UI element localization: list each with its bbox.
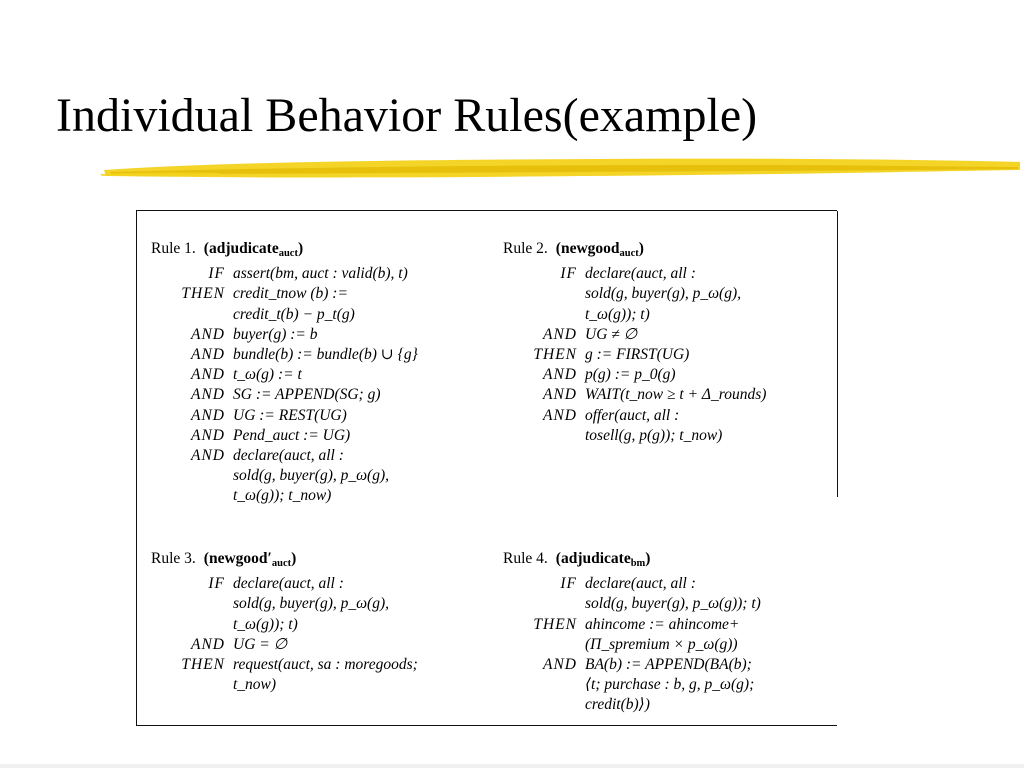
rule-keyword [503, 284, 577, 304]
rule-line [151, 635, 418, 655]
rule-expression: Pend_auct := UG) [233, 426, 351, 444]
rule-line [503, 695, 761, 715]
rule-keyword [503, 695, 577, 715]
rule-3-name: (newgood′ [203, 550, 272, 567]
rule-1-name: (adjudicate [203, 240, 279, 257]
rule-line [151, 365, 418, 385]
rule-line [503, 574, 761, 594]
rule-line [503, 426, 766, 446]
rule-2-name-close: ) [638, 240, 644, 257]
rule-expression: sold(g, buyer(g), p_ω(g), [233, 467, 390, 485]
rule-line [151, 446, 418, 466]
rule-line [503, 406, 766, 426]
rule-expression: BA(b) := APPEND(BA(b); [585, 656, 752, 674]
rule-keyword: AND [543, 366, 577, 384]
rule-keyword: AND [191, 346, 225, 364]
rule-expression: UG = ∅ [233, 635, 288, 653]
rule-line [151, 615, 418, 635]
rule-expression: credit_t(b) − p_t(g) [233, 305, 355, 323]
rule-line [503, 594, 761, 614]
rule-keyword [503, 675, 577, 695]
rule-expression: buyer(g) := b [233, 325, 318, 343]
rule-keyword: THEN [181, 285, 225, 303]
rule-line [151, 284, 418, 304]
rule-keyword: AND [191, 366, 225, 384]
rule-keyword [503, 635, 577, 655]
rule-1-heading [151, 239, 418, 264]
bottom-band [0, 764, 1024, 768]
rule-keyword: AND [543, 386, 577, 404]
rule-keyword: THEN [181, 656, 225, 674]
rule-line [503, 325, 766, 345]
rule-expression: credit_tnow (b) := [233, 285, 348, 303]
rule-expression: request(auct, sa : moregoods; [233, 656, 418, 674]
rule-expression: UG := REST(UG) [233, 406, 347, 424]
rule-keyword: AND [191, 426, 225, 444]
rule-2-heading [503, 239, 766, 264]
rule-expression: declare(auct, all : [233, 575, 344, 593]
rule-1-number: Rule 1. [151, 240, 196, 257]
rule-line [151, 574, 418, 594]
rule-expression: sold(g, buyer(g), p_ω(g), [585, 285, 742, 303]
rule-keyword [503, 426, 577, 446]
rule-3-name-close: ) [291, 550, 297, 567]
rule-line [151, 325, 418, 345]
rule-2-number: Rule 2. [503, 240, 548, 257]
rule-keyword: THEN [533, 346, 577, 364]
rule-4 [503, 549, 761, 716]
rule-2-name: (newgood [555, 240, 620, 257]
rule-keyword [151, 466, 225, 486]
rule-line [503, 615, 761, 635]
rule-line [151, 264, 418, 284]
rule-2-name-sub: auct [619, 248, 639, 259]
rule-1 [151, 239, 418, 507]
rule-keyword [503, 305, 577, 325]
rule-4-number: Rule 4. [503, 550, 548, 567]
rule-1-name-sub: auct [278, 248, 298, 259]
rule-expression: g := FIRST(UG) [585, 346, 690, 364]
rule-3-heading [151, 549, 418, 574]
rule-keyword [151, 305, 225, 325]
rule-expression: declare(auct, all : [233, 447, 344, 465]
rule-line [503, 635, 761, 655]
rule-expression: credit(b)⟩) [585, 696, 650, 714]
rule-expression: WAIT(t_now ≥ t + Δ_rounds) [585, 386, 767, 404]
rule-keyword: AND [543, 406, 577, 424]
rule-4-name-close: ) [645, 550, 651, 567]
rule-keyword: AND [543, 656, 577, 674]
rule-2 [503, 239, 766, 446]
rule-keyword: IF [560, 575, 577, 593]
rule-expression: p(g) := p_0(g) [585, 366, 676, 384]
rule-keyword: AND [191, 325, 225, 343]
rule-line [151, 305, 418, 325]
rule-keyword: IF [208, 575, 225, 593]
rule-keyword: IF [208, 265, 225, 283]
rule-line [151, 675, 418, 695]
rule-keyword [151, 486, 225, 506]
rule-line [503, 385, 766, 405]
rule-keyword [151, 594, 225, 614]
rule-expression: t_now) [233, 676, 277, 694]
rules-figure [136, 210, 837, 726]
rule-line [151, 486, 418, 506]
rule-line [151, 406, 418, 426]
rule-4-name: (adjudicate [555, 550, 631, 567]
rule-expression: ⟨t; purchase : b, g, p_ω(g); [585, 676, 755, 694]
rule-expression: SG := APPEND(SG; g) [233, 386, 381, 404]
rule-expression: (Π_spremium × p_ω(g)) [585, 635, 738, 653]
rule-keyword: IF [560, 265, 577, 283]
rule-keyword: AND [191, 406, 225, 424]
rule-keyword: AND [191, 635, 225, 653]
rule-line [503, 675, 761, 695]
rule-line [503, 284, 766, 304]
rule-expression: UG ≠ ∅ [585, 325, 638, 343]
rule-line [503, 655, 761, 675]
rule-expression: offer(auct, all : [585, 406, 680, 424]
rule-keyword: AND [191, 386, 225, 404]
highlighter-underline [100, 150, 1024, 186]
slide-title: Individual Behavior Rules(example) [56, 89, 758, 142]
rule-keyword: AND [543, 325, 577, 343]
rule-line [151, 426, 418, 446]
rule-expression: t_ω(g) := t [233, 366, 302, 384]
rule-expression: tosell(g, p(g)); t_now) [585, 426, 723, 444]
rule-1-name-close: ) [297, 240, 304, 257]
rule-expression: declare(auct, all : [585, 265, 696, 283]
rule-line [151, 345, 418, 365]
rule-3 [151, 549, 418, 695]
rule-line [151, 594, 418, 614]
rule-line [503, 264, 766, 284]
rule-line [151, 385, 418, 405]
rule-keyword [151, 615, 225, 635]
rule-line [151, 655, 418, 675]
rule-line [503, 365, 766, 385]
rule-keyword [503, 594, 577, 614]
rule-line [503, 345, 766, 365]
rule-expression: assert(bm, auct : valid(b), t) [233, 265, 408, 283]
rule-3-number: Rule 3. [151, 550, 196, 567]
rule-4-heading [503, 549, 761, 574]
rule-expression: ahincome := ahincome+ [585, 615, 740, 633]
rule-expression: declare(auct, all : [585, 575, 696, 593]
rule-expression: t_ω(g)); t_now) [233, 487, 332, 505]
rule-expression: sold(g, buyer(g), p_ω(g)); t) [585, 595, 761, 613]
rule-keyword [151, 675, 225, 695]
rule-keyword: THEN [533, 615, 577, 633]
rule-keyword: AND [191, 447, 225, 465]
rule-expression: t_ω(g)); t) [585, 305, 650, 323]
rule-line [503, 305, 766, 325]
rule-3-name-sub: auct [271, 558, 292, 569]
rule-expression: bundle(b) := bundle(b) ∪ {g} [233, 346, 418, 364]
rule-4-name-sub: bm [630, 558, 646, 569]
rule-expression: sold(g, buyer(g), p_ω(g), [233, 595, 390, 613]
rule-expression: t_ω(g)); t) [233, 615, 298, 633]
rule-line [151, 466, 418, 486]
